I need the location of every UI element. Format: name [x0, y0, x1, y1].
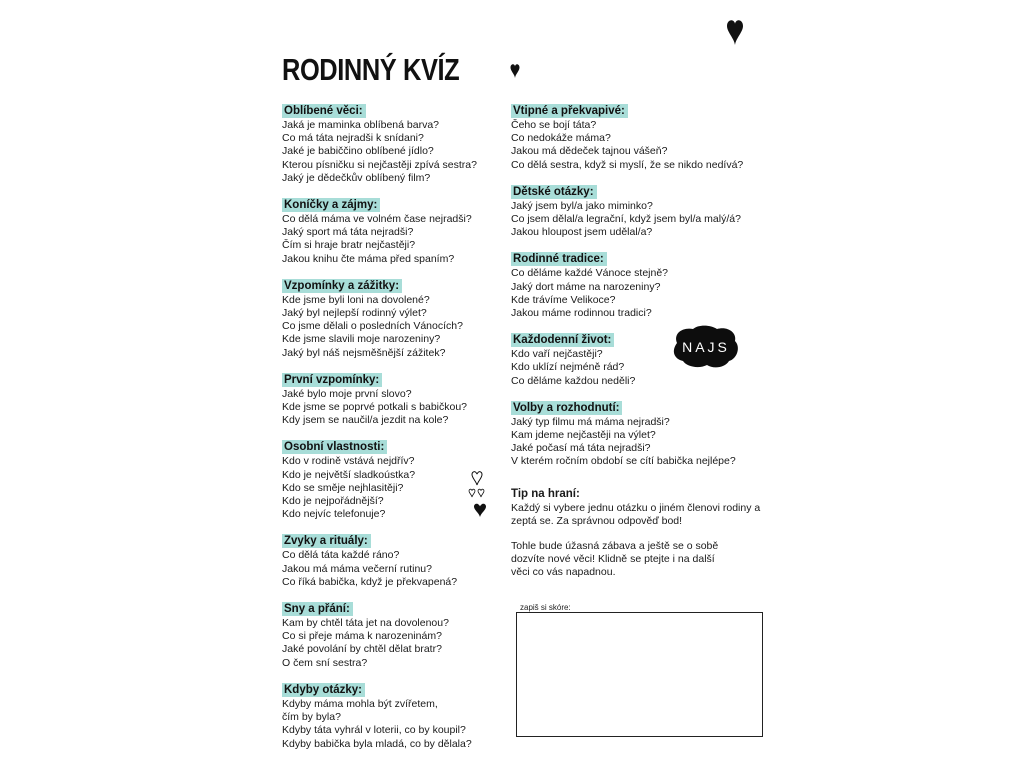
- tip-paragraph-2: Tohle bude úžasná zábava a ještě se o sobě dozvíte nové věci! Klidně se ptejte i na další věci co vás napadnou.: [511, 540, 719, 579]
- quiz-section: [282, 276, 504, 360]
- question-text: Kdo v rodině vstává nejdřív?: [282, 455, 415, 468]
- section-heading: Kdyby otázky:: [282, 683, 365, 697]
- question-text: Co dělá táta každé ráno?: [282, 549, 400, 562]
- question-text: Co děláme každou neděli?: [511, 374, 636, 387]
- question-text: Kdo vaří nejčastěji?: [511, 348, 603, 361]
- section-heading: Koníčky a zájmy:: [282, 198, 380, 212]
- question-text: Jaký sport má táta nejradši?: [282, 226, 414, 239]
- question-text: Co děláme každé Vánoce stejně?: [511, 267, 669, 280]
- section-heading: Vzpomínky a zážitky:: [282, 279, 402, 293]
- question-text: Kdyby táta vyhrál v loterii, co by koupil?: [282, 724, 466, 737]
- question-text: Co říká babička, když je překvapená?: [282, 575, 458, 588]
- question-text: Kde jsme slavili moje narozeniny?: [282, 333, 441, 346]
- question-text: Kdyby máma mohla být zvířetem,: [282, 697, 438, 710]
- section-heading: Sny a přání:: [282, 602, 353, 616]
- question-text: Jaký byl nejlepší rodinný výlet?: [282, 307, 427, 320]
- heart-icon-large: [726, 18, 744, 46]
- question-text: Kde jsme byli loni na dovolené?: [282, 293, 430, 306]
- tip-box: [511, 487, 771, 580]
- question-text: Kam by chtěl táta jet na dovolenou?: [282, 617, 449, 630]
- question-text: Kdo je nejpořádnější?: [282, 495, 384, 508]
- question-text: V kterém ročním období se cítí babička nejlépe?: [511, 455, 736, 468]
- question-text: Jaký je dědečkův oblíbený film?: [282, 171, 431, 184]
- section-heading: Dětské otázky:: [511, 185, 597, 199]
- question-text: Kdy jsem se naučil/a jezdit na kole?: [282, 414, 449, 427]
- question-text: Jaký dort máme na narozeniny?: [511, 280, 661, 293]
- question-text: Co dělá máma ve volném čase nejradši?: [282, 213, 472, 226]
- question-text: Co nedokáže máma?: [511, 132, 611, 145]
- question-text: Kdyby babička byla mladá, co by dělala?: [282, 737, 472, 750]
- section-heading: Zvyky a rituály:: [282, 534, 371, 548]
- question-text: Kdo uklízí nejméně rád?: [511, 361, 625, 374]
- score-label: zapiš si skóre:: [520, 603, 571, 612]
- question-text: Co jsme dělali o posledních Vánocích?: [282, 320, 463, 333]
- question-text: Kde trávíme Velikoce?: [511, 293, 616, 306]
- question-text: Jaké bylo moje první slovo?: [282, 387, 412, 400]
- tip-heading: Tip na hraní:: [511, 487, 580, 500]
- question-text: Čeho se bojí táta?: [511, 119, 597, 131]
- section-heading: Vtipné a překvapivé:: [511, 104, 628, 118]
- question-text: Jakou má máma večerní rutinu?: [282, 562, 432, 575]
- quiz-section: [511, 398, 771, 469]
- question-text: Kam jdeme nejčastěji na výlet?: [511, 429, 656, 442]
- question-text: Jakou hloupost jsem udělal/a?: [511, 226, 653, 239]
- question-text: Jaké povolání by chtěl dělat bratr?: [282, 643, 442, 656]
- question-text: Jaký byl náš nejsměšnější zážitek?: [282, 346, 446, 359]
- quiz-section: [282, 680, 504, 751]
- question-text: Jaké je babiččino oblíbené jídlo?: [282, 145, 434, 158]
- question-text: čím by byla?: [282, 711, 341, 724]
- question-text: O čem sní sestra?: [282, 656, 368, 669]
- question-text: Jaké počasí má táta nejradši?: [511, 442, 651, 455]
- najs-text: NAJS: [682, 339, 730, 355]
- question-text: Co jsem dělal/a legrační, když jsem byl/a malý/á?: [511, 213, 741, 226]
- question-text: Jakou knihu čte máma před spaním?: [282, 252, 455, 265]
- heart-icon-small: [510, 63, 520, 79]
- question-text: Jakou máme rodinnou tradici?: [511, 307, 652, 320]
- page-title: RODINNÝ KVÍZ: [282, 52, 460, 87]
- section-heading: První vzpomínky:: [282, 373, 382, 387]
- quiz-section: [282, 437, 504, 521]
- question-text: Co má táta nejradši k snídani?: [282, 132, 424, 145]
- quiz-section: [511, 249, 771, 320]
- question-text: Kdo je největší sladkoústka?: [282, 468, 416, 481]
- quiz-section: [282, 531, 504, 589]
- tip-paragraph-1: Každý si vybere jednu otázku o jiném členovi rodiny a zeptá se. Za správnou odpověď bod!: [511, 501, 761, 527]
- section-heading: Každodenní život:: [511, 333, 614, 347]
- quiz-section: [511, 101, 771, 172]
- question-text: Čím si hraje bratr nejčastěji?: [282, 239, 416, 252]
- section-heading: Osobní vlastnosti:: [282, 440, 387, 454]
- section-heading: Oblíbené věci:: [282, 104, 366, 118]
- question-text: Kde jsme se poprvé potkali s babičkou?: [282, 401, 468, 414]
- question-text: Jaký jsem byl/a jako miminko?: [511, 199, 653, 212]
- question-text: Kdo nejvíc telefonuje?: [282, 508, 386, 521]
- section-heading: Rodinné tradice:: [511, 252, 607, 266]
- quiz-section: [282, 599, 504, 670]
- right-column: [511, 101, 771, 580]
- question-text: Kterou písničku si nejčastěji zpívá sestra?: [282, 158, 477, 171]
- left-column: [282, 101, 504, 761]
- question-text: Jaký typ filmu má máma nejradši?: [511, 415, 670, 428]
- question-text: Jaká je maminka oblíbená barva?: [282, 119, 440, 131]
- quiz-section: [282, 101, 504, 185]
- question-text: Jakou má dědeček tajnou vášeň?: [511, 145, 668, 158]
- quiz-section: [282, 195, 504, 266]
- quiz-section: [511, 182, 771, 240]
- quiz-section: [511, 330, 771, 388]
- section-heading: Volby a rozhodnutí:: [511, 401, 622, 415]
- question-text: Kdo se směje nejhlasitěji?: [282, 481, 404, 494]
- question-text: Co dělá sestra, když si myslí, že se nikdo nedívá?: [511, 158, 744, 171]
- score-box[interactable]: [516, 612, 763, 737]
- quiz-section: [282, 370, 504, 428]
- question-text: Co si přeje máma k narozeninám?: [282, 630, 442, 643]
